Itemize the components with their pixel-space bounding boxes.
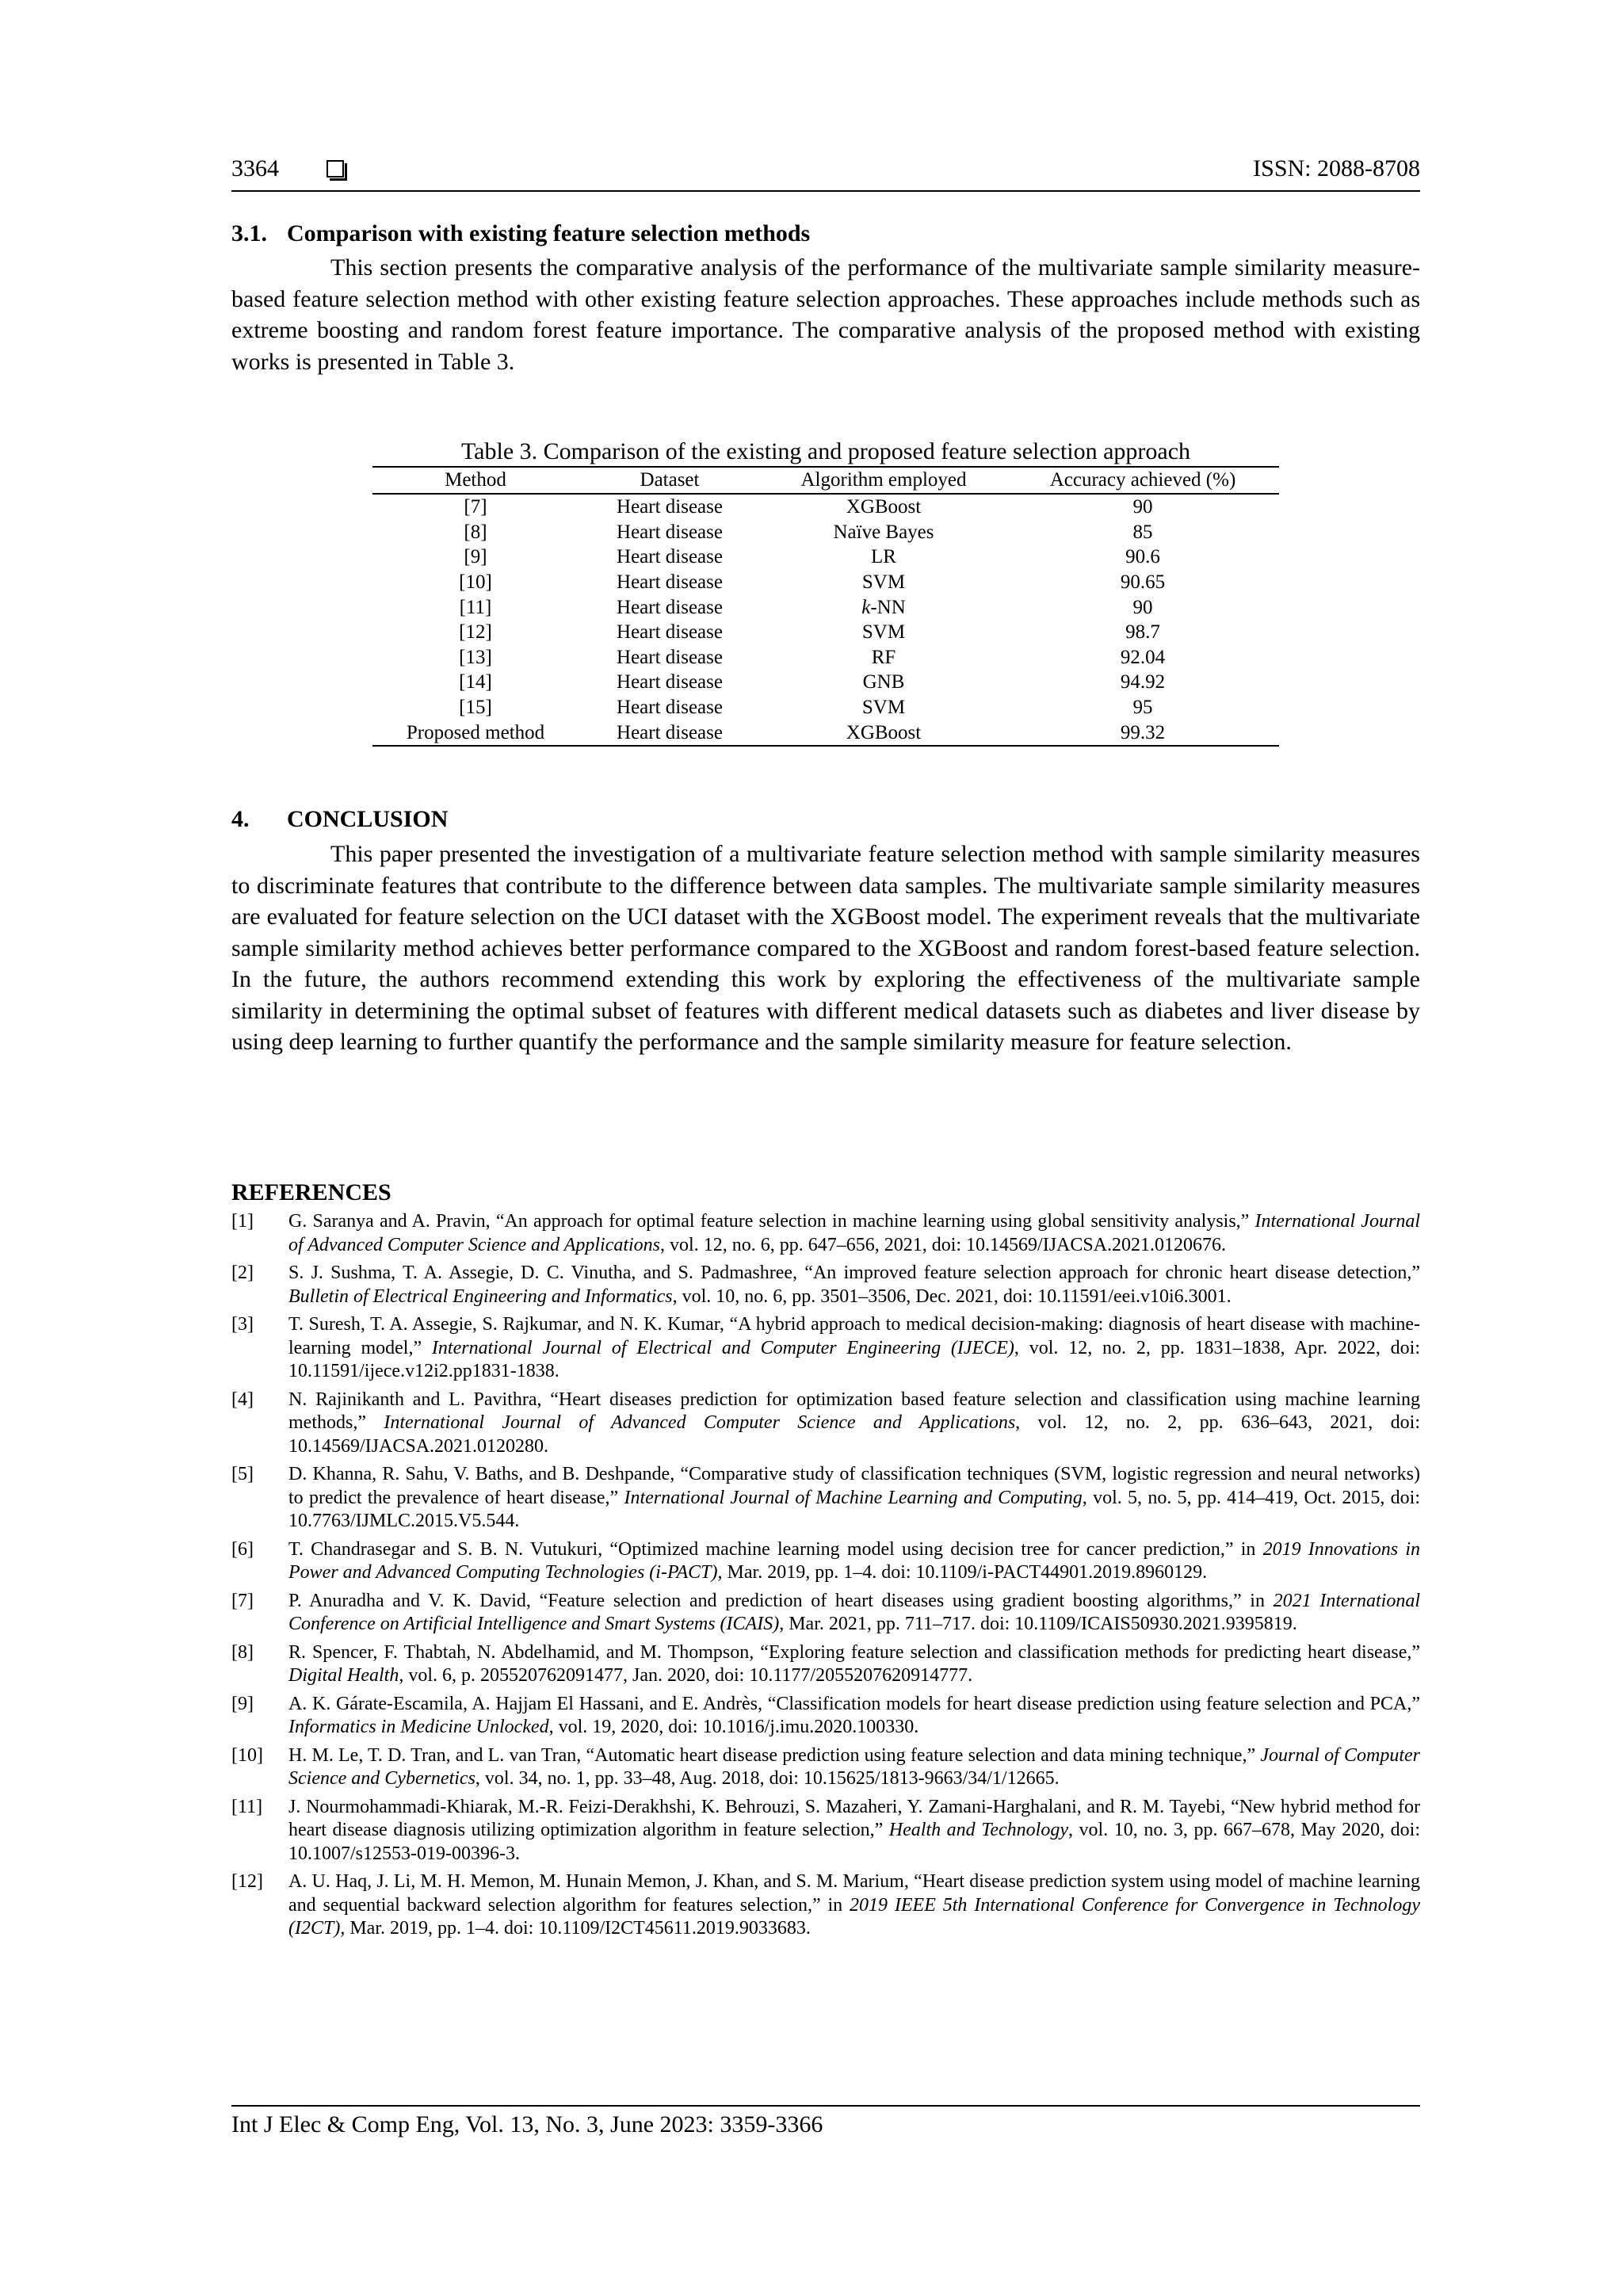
accuracy-cell: 98.7: [1125, 621, 1160, 644]
method-cell: Proposed method: [372, 720, 579, 746]
reference-item: [231, 1744, 1420, 1791]
table-row: [372, 620, 1279, 645]
reference-number: [4]: [231, 1389, 254, 1410]
accuracy-cell: 94.92: [1120, 671, 1166, 693]
reference-venue: 2019 IEEE 5th International Conference for Convergence in Technology (I2CT): [288, 1894, 1420, 1939]
reference-details: , vol. 34, no. 1, pp. 33–48, Aug. 2018, doi: 10.15625/1813-9663/34/1/12665.: [475, 1768, 1060, 1789]
algorithm-cell: Naïve Bayes: [833, 521, 934, 543]
algorithm-cell: SVM: [861, 621, 906, 644]
page-number: 3364: [231, 155, 279, 181]
reference-item: [231, 1796, 1420, 1866]
reference-venue: International Journal of Electrical and Computer Engineering (IJECE): [431, 1337, 1014, 1358]
reference-number: [6]: [231, 1538, 254, 1560]
dataset-cell: Heart disease: [617, 596, 723, 618]
reference-details: , vol. 19, 2020, doi: 10.1016/j.imu.2020.100330.: [548, 1717, 919, 1737]
method-cell: [8]: [464, 521, 487, 543]
reference-item: [231, 1313, 1420, 1384]
table-row: [372, 594, 1279, 620]
reference-number: [9]: [231, 1693, 254, 1714]
algorithm-rest: -NN: [870, 596, 906, 618]
reference-number: [11]: [231, 1796, 263, 1817]
reference-text: N. Rajinikanth and L. Pavithra, “Heart diseases prediction for optimization based feature selection and classification using machine learning methods,”: [288, 1389, 1420, 1433]
header-cell: Method: [372, 467, 579, 494]
dataset-cell: Heart disease: [617, 646, 723, 668]
table-row: [372, 544, 1279, 570]
accuracy-cell: 90.65: [1120, 571, 1166, 594]
dataset-cell: Heart disease: [617, 697, 723, 719]
header-rule: [231, 190, 1420, 192]
method-cell: [9]: [464, 546, 487, 568]
header-cell: Algorithm employed: [761, 467, 1006, 494]
section-number: 3.1.: [231, 220, 267, 246]
reference-text: S. J. Sushma, T. A. Assegie, D. C. Vinutha, and S. Padmashree, “An improved feature selection approach for chronic heart disease detection,”: [288, 1263, 1420, 1283]
reference-details: , Mar. 2019, pp. 1–4. doi: 10.1109/I2CT45611.2019.9033683.: [340, 1918, 811, 1939]
dataset-cell: Heart disease: [617, 546, 723, 568]
algorithm-cell: SVM: [861, 697, 906, 719]
reference-item: [231, 1210, 1420, 1257]
reference-text: P. Anuradha and V. K. David, “Feature selection and prediction of heart diseases using gradient boosting algorithms,” in: [288, 1590, 1274, 1611]
reference-item: [231, 1641, 1420, 1688]
algorithm-cell: SVM: [861, 571, 906, 594]
reference-details: , vol. 12, no. 2, pp. 636–643, 2021, doi: 10.14569/IJACSA.2021.0120280.: [288, 1412, 1420, 1457]
comparison-table: [372, 466, 1279, 747]
algorithm-cell: LR: [871, 546, 896, 568]
references-heading: REFERENCES: [231, 1179, 391, 1205]
reference-text: T. Chandrasegar and S. B. N. Vutukuri, “Optimized machine learning model using decision tree for cancer prediction,” in: [288, 1538, 1263, 1560]
reference-details: , vol. 10, no. 3, pp. 667–678, May 2020, doi: 10.1007/s12553-019-00396-3.: [288, 1820, 1420, 1864]
page-footer: Int J Elec & Comp Eng, Vol. 13, No. 3, June 2023: 3359-3366: [231, 2111, 823, 2137]
reference-number: [2]: [231, 1263, 254, 1283]
reference-venue: International Journal of Advanced Computer Science and Applications: [288, 1211, 1420, 1255]
section-3-1-heading: [231, 220, 810, 247]
reference-number: [7]: [231, 1590, 254, 1611]
algorithm-italic: k: [861, 596, 871, 618]
reference-item: [231, 1693, 1420, 1740]
reference-item: [231, 1870, 1420, 1941]
reference-text: A. K. Gárate-Escamila, A. Hajjam El Hassani, and E. Andrès, “Classification models for heart disease prediction using feature selection and PCA,”: [288, 1693, 1420, 1714]
issn-label: ISSN: 2088-8708: [1253, 155, 1420, 181]
algorithm-cell: XGBoost: [761, 720, 1006, 746]
dataset-cell: Heart disease: [579, 720, 761, 746]
reference-text: G. Saranya and A. Pravin, “An approach for optimal feature selection in machine learning using global sensitivity analysis,”: [288, 1211, 1255, 1232]
reference-item: [231, 1538, 1420, 1585]
reference-text: D. Khanna, R. Sahu, V. Baths, and B. Deshpande, “Comparative study of classification techniques (SVM, logistic regression and neural networks) to predict the prevalence of heart disease,”: [288, 1464, 1420, 1508]
section-4-heading: [231, 806, 448, 833]
table-caption: Table 3. Comparison of the existing and proposed feature selection approach: [460, 438, 1191, 464]
table-header-row: [372, 467, 1279, 494]
accuracy-cell: 92.04: [1120, 646, 1166, 668]
reference-venue: Digital Health: [288, 1665, 399, 1686]
reference-details: , vol. 12, no. 6, pp. 647–656, 2021, doi: 10.14569/IJACSA.2021.0120676.: [660, 1234, 1227, 1255]
dataset-cell: Heart disease: [617, 571, 723, 594]
reference-text: R. Spencer, F. Thabtah, N. Abdelhamid, and M. Thompson, “Exploring feature selection and classification methods for predicting heart disease,”: [288, 1641, 1420, 1663]
section-number: 4.: [231, 806, 250, 832]
reference-item: [231, 1389, 1420, 1459]
reference-venue: 2019 Innovations in Power and Advanced Computing Technologies (i-PACT): [288, 1538, 1420, 1583]
section-title: Comparison with existing feature selection methods: [287, 220, 811, 246]
reference-venue: Health and Technology: [888, 1820, 1068, 1840]
accuracy-cell: 99.32: [1006, 720, 1279, 746]
reference-text: H. M. Le, T. D. Tran, and L. van Tran, “Automatic heart disease prediction using feature selection and data mining technique,”: [288, 1744, 1261, 1766]
reference-number: [3]: [231, 1314, 254, 1335]
reference-text: T. Suresh, T. A. Assegie, S. Rajkumar, and N. K. Kumar, “A hybrid approach to medical decision-making: diagnosis of heart disease with machine-learning model,”: [288, 1314, 1420, 1358]
reference-item: [231, 1463, 1420, 1534]
reference-venue: Informatics in Medicine Unlocked: [288, 1717, 549, 1737]
method-cell: [14]: [459, 671, 492, 693]
footer-rule: [231, 2105, 1420, 2107]
reference-venue: Bulletin of Electrical Engineering and Informatics: [288, 1286, 673, 1307]
reference-number: [5]: [231, 1464, 254, 1484]
reference-number: [1]: [231, 1211, 254, 1232]
page-header: [231, 155, 1420, 190]
conclusion-paragraph: This paper presented the investigation of a multivariate feature selection method with sample similarity measures to discriminate features that contribute to the difference between data samples. The multivariate sample similarity measures are evaluated for feature selection on the UCI dataset with the XGBoost model. The experiment reveals that the multivariate sample similarity method achieves better performance compared to the XGBoost and random forest-based feature selection. In the future, the authors recommend extending this work by exploring the effectiveness of the multivariate sample similarity in determining the optimal subset of features with different medical datasets such as diabetes and liver disease by using deep learning to further quantify the performance and the sample similarity measure for feature selection.: [231, 841, 1420, 1055]
method-cell: [7]: [464, 496, 487, 518]
dataset-cell: Heart disease: [617, 496, 723, 518]
reference-item: [231, 1590, 1420, 1637]
reference-venue: 2021 International Conference on Artificial Intelligence and Smart Systems (ICAIS): [288, 1590, 1421, 1634]
section-title: CONCLUSION: [287, 806, 449, 832]
reference-venue: Journal of Computer Science and Cybernetics: [288, 1744, 1420, 1789]
dataset-cell: Heart disease: [617, 521, 723, 543]
header-cell: Dataset: [579, 467, 761, 494]
dataset-cell: Heart disease: [617, 621, 723, 644]
table-row: [372, 520, 1279, 545]
algorithm-cell: RF: [871, 646, 896, 668]
method-cell: [10]: [459, 571, 492, 594]
reference-item: [231, 1262, 1420, 1308]
method-cell: [12]: [459, 621, 492, 644]
reference-details: , vol. 10, no. 6, pp. 3501–3506, Dec. 2021, doi: 10.11591/eei.v10i6.3001.: [672, 1286, 1232, 1307]
references-list: [231, 1210, 1420, 1946]
reference-number: [10]: [231, 1744, 263, 1766]
accuracy-cell: 90: [1132, 496, 1153, 518]
table-row: [372, 494, 1279, 520]
dataset-cell: Heart disease: [617, 671, 723, 693]
reference-details: , Mar. 2021, pp. 711–717. doi: 10.1109/ICAIS50930.2021.9395819.: [779, 1614, 1297, 1634]
method-cell: [15]: [459, 697, 492, 719]
table-row: [372, 695, 1279, 720]
reference-details: , vol. 12, no. 2, pp. 1831–1838, Apr. 2022, doi: 10.11591/ijece.v12i2.pp1831-1838.: [288, 1337, 1420, 1381]
accuracy-cell: 85: [1132, 521, 1153, 543]
reference-details: , Mar. 2019, pp. 1–4. doi: 10.1109/i-PACT44901.2019.8960129.: [717, 1562, 1208, 1583]
table-row: [372, 645, 1279, 670]
algorithm-cell: GNB: [862, 671, 905, 693]
algorithm-cell: [761, 594, 1006, 620]
method-cell: [11]: [459, 596, 492, 618]
accuracy-cell: 90: [1132, 596, 1153, 618]
table-row: [372, 570, 1279, 595]
square-box-icon: [327, 160, 344, 178]
accuracy-cell: 95: [1132, 697, 1153, 719]
table-row: [372, 670, 1279, 695]
reference-venue: International Journal of Advanced Computer Science and Applications: [384, 1412, 1016, 1433]
table-row: [372, 720, 1279, 746]
reference-number: [12]: [231, 1871, 263, 1892]
reference-details: , vol. 5, no. 5, pp. 414–419, Oct. 2015, doi: 10.7763/IJMLC.2015.V5.544.: [288, 1487, 1421, 1531]
accuracy-cell: 90.6: [1125, 546, 1160, 568]
reference-number: [8]: [231, 1641, 254, 1663]
method-cell: [13]: [459, 646, 492, 668]
reference-text: A. U. Haq, J. Li, M. H. Memon, M. Hunain Memon, J. Khan, and S. M. Marium, “Heart disease prediction system using model of machine learning and sequential backward selection algorithm for features selection,” in: [288, 1871, 1420, 1916]
reference-venue: International Journal of Machine Learning and Computing: [624, 1487, 1083, 1508]
section-3-1-paragraph: This section presents the comparative analysis of the performance of the multivariate sample similarity measure-based feature selection method with other existing feature selection approaches. These approaches include methods such as extreme boosting and random forest feature importance. The comparative analysis of the proposed method with existing works is presented in Table 3.: [231, 254, 1420, 375]
header-cell: Accuracy achieved (%): [1006, 467, 1279, 494]
reference-text: J. Nourmohammadi-Khiarak, M.-R. Feizi-Derakhshi, K. Behrouzi, S. Mazaheri, Y. Zamani-Harghalani, and R. M. Tayebi, “New hybrid method for heart disease diagnosis utilizing optimization algorithm in feature selection,”: [288, 1796, 1420, 1840]
algorithm-cell: XGBoost: [846, 496, 922, 518]
reference-details: , vol. 6, p. 205520762091477, Jan. 2020, doi: 10.1177/2055207620914777.: [399, 1665, 973, 1686]
